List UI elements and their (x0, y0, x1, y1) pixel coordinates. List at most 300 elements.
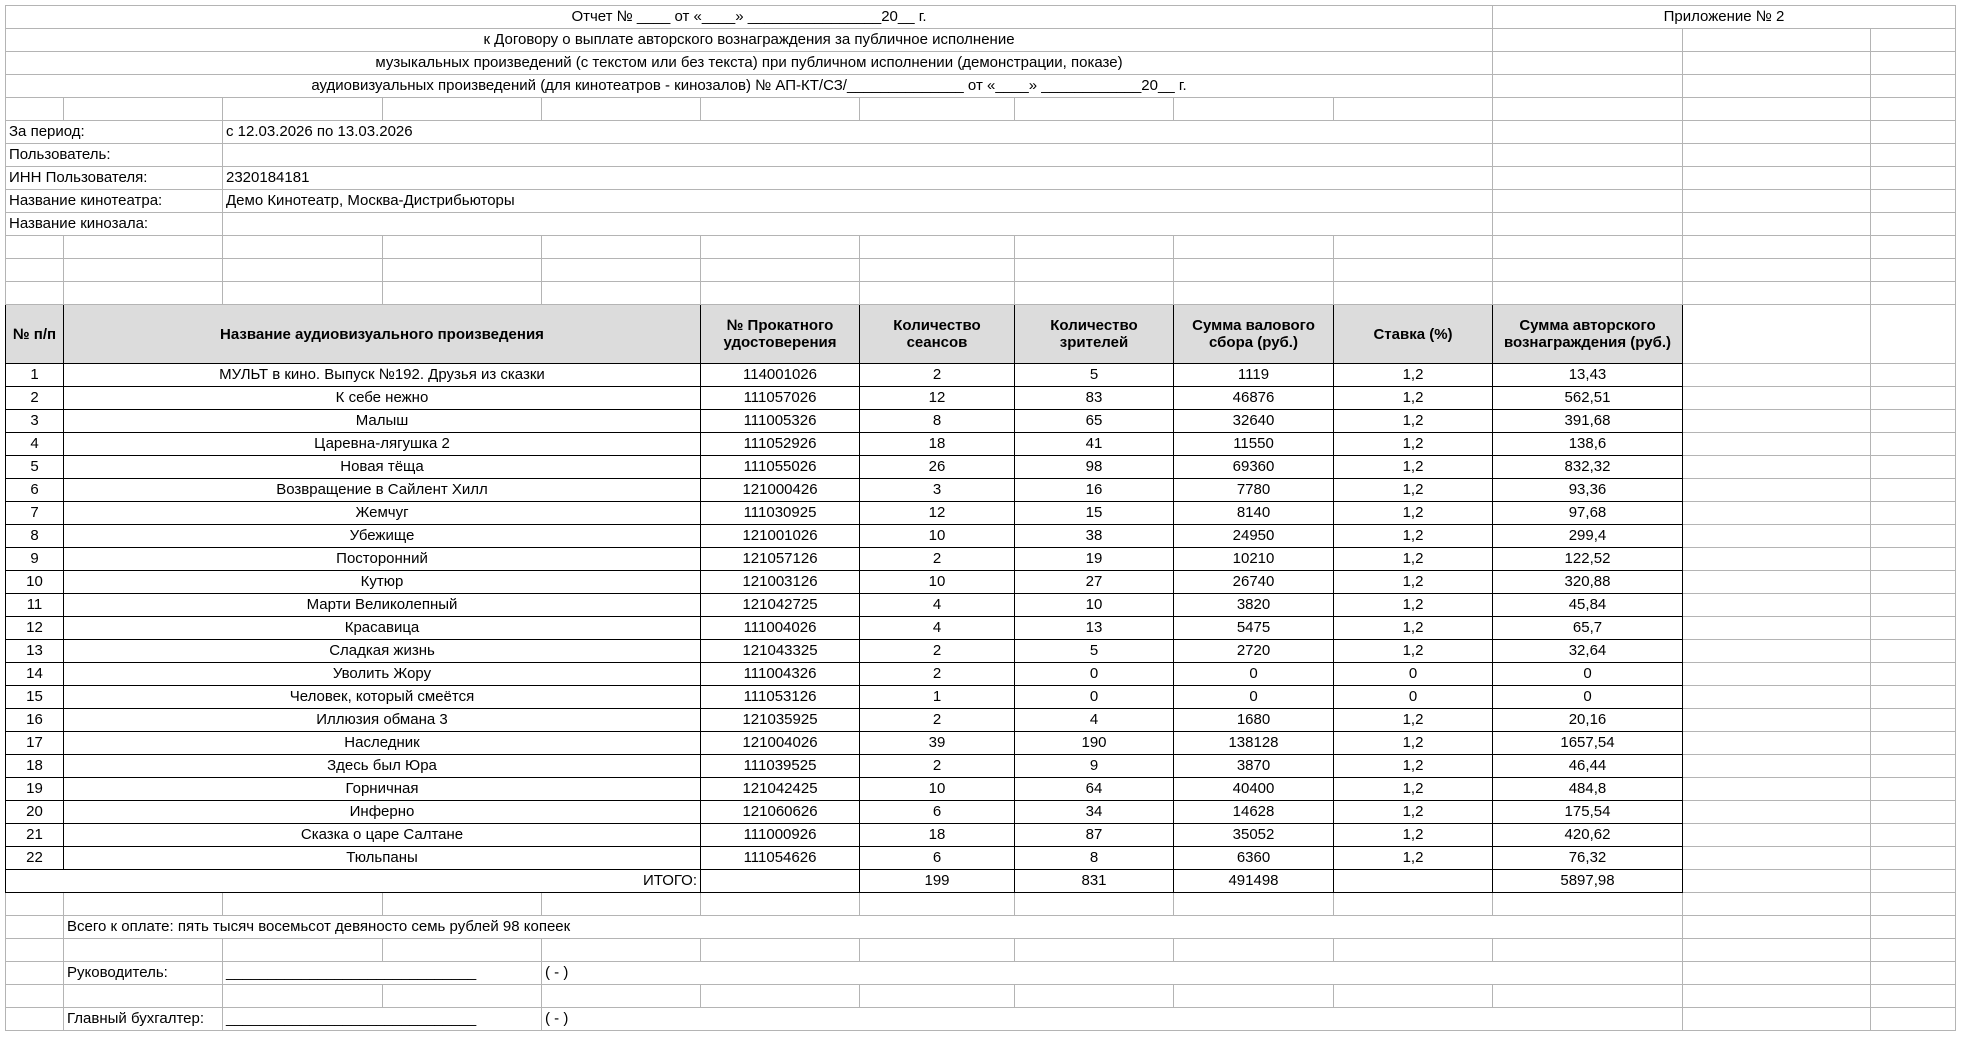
gross-amount[interactable]: 10210 (1174, 548, 1334, 571)
rate-percent[interactable]: 1,2 (1334, 709, 1493, 732)
gross-amount[interactable]: 7780 (1174, 479, 1334, 502)
certificate-number[interactable]: 121043325 (701, 640, 860, 663)
royalty-amount[interactable]: 65,7 (1493, 617, 1683, 640)
royalty-amount[interactable]: 122,52 (1493, 548, 1683, 571)
viewers-count[interactable]: 8 (1015, 847, 1174, 870)
empty-cell[interactable] (1683, 410, 1871, 433)
empty-cell[interactable] (1871, 525, 1956, 548)
gross-amount[interactable]: 32640 (1174, 410, 1334, 433)
empty-cell[interactable] (1493, 939, 1683, 962)
empty-cell[interactable] (701, 893, 860, 916)
rate-percent[interactable]: 1,2 (1334, 502, 1493, 525)
empty-cell[interactable] (542, 98, 701, 121)
gross-amount[interactable]: 6360 (1174, 847, 1334, 870)
row-number[interactable]: 2 (6, 387, 64, 410)
empty-cell[interactable] (1174, 98, 1334, 121)
film-title[interactable]: Возвращение в Сайлент Хилл (64, 479, 701, 502)
empty-cell[interactable] (383, 939, 542, 962)
empty-cell[interactable] (223, 282, 383, 305)
empty-cell[interactable] (1871, 52, 1956, 75)
royalty-amount[interactable]: 391,68 (1493, 410, 1683, 433)
empty-cell[interactable] (1683, 594, 1871, 617)
certificate-number[interactable]: 111055026 (701, 456, 860, 479)
rate-percent[interactable]: 1,2 (1334, 548, 1493, 571)
royalty-amount[interactable]: 32,64 (1493, 640, 1683, 663)
empty-cell[interactable] (1493, 167, 1683, 190)
empty-cell[interactable] (1683, 213, 1871, 236)
empty-cell[interactable] (1683, 29, 1871, 52)
empty-cell[interactable] (223, 893, 383, 916)
sessions-count[interactable]: 10 (860, 525, 1015, 548)
gross-amount[interactable]: 35052 (1174, 824, 1334, 847)
film-title[interactable]: Сладкая жизнь (64, 640, 701, 663)
hall-value[interactable] (223, 213, 1493, 236)
empty-cell[interactable] (64, 98, 223, 121)
empty-cell[interactable] (1015, 893, 1174, 916)
empty-cell[interactable] (223, 98, 383, 121)
gross-amount[interactable]: 69360 (1174, 456, 1334, 479)
film-title[interactable]: Наследник (64, 732, 701, 755)
sessions-count[interactable]: 10 (860, 778, 1015, 801)
viewers-count[interactable]: 190 (1015, 732, 1174, 755)
royalty-amount[interactable]: 484,8 (1493, 778, 1683, 801)
empty-cell[interactable] (1334, 985, 1493, 1008)
empty-cell[interactable] (1871, 916, 1956, 939)
empty-cell[interactable] (1871, 663, 1956, 686)
sessions-count[interactable]: 2 (860, 364, 1015, 387)
viewers-count[interactable]: 15 (1015, 502, 1174, 525)
sessions-count[interactable]: 12 (860, 502, 1015, 525)
empty-cell[interactable] (1683, 456, 1871, 479)
empty-cell[interactable] (1871, 98, 1956, 121)
royalty-amount[interactable]: 299,4 (1493, 525, 1683, 548)
gross-amount[interactable]: 1680 (1174, 709, 1334, 732)
gross-amount[interactable]: 11550 (1174, 433, 1334, 456)
empty-cell[interactable] (1683, 98, 1871, 121)
empty-cell[interactable] (701, 259, 860, 282)
empty-cell[interactable] (860, 939, 1015, 962)
empty-cell[interactable] (1871, 236, 1956, 259)
sessions-count[interactable]: 18 (860, 824, 1015, 847)
certificate-number[interactable]: 121000426 (701, 479, 860, 502)
empty-cell[interactable] (223, 939, 383, 962)
empty-cell[interactable] (1683, 732, 1871, 755)
film-title[interactable]: Новая тёща (64, 456, 701, 479)
empty-cell[interactable] (1871, 502, 1956, 525)
certificate-number[interactable]: 121035925 (701, 709, 860, 732)
sessions-count[interactable]: 4 (860, 594, 1015, 617)
empty-cell[interactable] (6, 236, 64, 259)
empty-cell[interactable] (1683, 847, 1871, 870)
empty-cell[interactable] (6, 893, 64, 916)
royalty-amount[interactable]: 97,68 (1493, 502, 1683, 525)
sessions-count[interactable]: 26 (860, 456, 1015, 479)
empty-cell[interactable] (1493, 259, 1683, 282)
rate-percent[interactable]: 1,2 (1334, 824, 1493, 847)
empty-cell[interactable] (1683, 236, 1871, 259)
empty-cell[interactable] (1174, 282, 1334, 305)
empty-cell[interactable] (701, 236, 860, 259)
row-number[interactable]: 1 (6, 364, 64, 387)
empty-cell[interactable] (1174, 893, 1334, 916)
viewers-count[interactable]: 13 (1015, 617, 1174, 640)
empty-cell[interactable] (701, 985, 860, 1008)
empty-cell[interactable] (1871, 709, 1956, 732)
empty-cell[interactable] (701, 98, 860, 121)
empty-cell[interactable] (1871, 548, 1956, 571)
royalty-amount[interactable]: 76,32 (1493, 847, 1683, 870)
royalty-amount[interactable]: 420,62 (1493, 824, 1683, 847)
film-title[interactable]: Человек, который смеётся (64, 686, 701, 709)
viewers-count[interactable]: 41 (1015, 433, 1174, 456)
rate-percent[interactable]: 1,2 (1334, 410, 1493, 433)
empty-cell[interactable] (1174, 985, 1334, 1008)
row-number[interactable]: 13 (6, 640, 64, 663)
rate-percent[interactable]: 1,2 (1334, 594, 1493, 617)
empty-cell[interactable] (1871, 594, 1956, 617)
empty-cell[interactable] (64, 259, 223, 282)
empty-cell[interactable] (1683, 755, 1871, 778)
film-title[interactable]: Инферно (64, 801, 701, 824)
film-title[interactable]: МУЛЬТ в кино. Выпуск №192. Друзья из сказки (64, 364, 701, 387)
empty-cell[interactable] (1871, 190, 1956, 213)
row-number[interactable]: 18 (6, 755, 64, 778)
empty-cell[interactable] (1871, 305, 1956, 364)
empty-cell[interactable] (383, 893, 542, 916)
empty-cell[interactable] (542, 282, 701, 305)
certificate-number[interactable]: 121003126 (701, 571, 860, 594)
empty-cell[interactable] (1015, 259, 1174, 282)
rate-percent[interactable]: 1,2 (1334, 617, 1493, 640)
row-number[interactable]: 10 (6, 571, 64, 594)
empty-cell[interactable] (1871, 213, 1956, 236)
royalty-amount[interactable]: 175,54 (1493, 801, 1683, 824)
viewers-count[interactable]: 27 (1015, 571, 1174, 594)
empty-cell[interactable] (1871, 778, 1956, 801)
gross-amount[interactable]: 40400 (1174, 778, 1334, 801)
sessions-count[interactable]: 6 (860, 847, 1015, 870)
empty-cell[interactable] (1493, 75, 1683, 98)
certificate-number[interactable]: 121060626 (701, 801, 860, 824)
sessions-count[interactable]: 2 (860, 755, 1015, 778)
empty-cell[interactable] (1683, 387, 1871, 410)
empty-cell[interactable] (1871, 962, 1956, 985)
empty-cell[interactable] (1174, 236, 1334, 259)
empty-cell[interactable] (860, 259, 1015, 282)
empty-cell[interactable] (1683, 305, 1871, 364)
empty-cell[interactable] (1871, 571, 1956, 594)
viewers-count[interactable]: 0 (1015, 686, 1174, 709)
row-number[interactable]: 4 (6, 433, 64, 456)
sessions-count[interactable]: 2 (860, 663, 1015, 686)
empty-cell[interactable] (1871, 433, 1956, 456)
row-number[interactable]: 19 (6, 778, 64, 801)
sessions-count[interactable]: 6 (860, 801, 1015, 824)
gross-amount[interactable]: 24950 (1174, 525, 1334, 548)
empty-cell[interactable] (1871, 1008, 1956, 1031)
empty-cell[interactable] (1683, 433, 1871, 456)
rate-percent[interactable]: 1,2 (1334, 387, 1493, 410)
row-number[interactable]: 21 (6, 824, 64, 847)
royalty-amount[interactable]: 46,44 (1493, 755, 1683, 778)
empty-cell[interactable] (1683, 962, 1871, 985)
empty-cell[interactable] (383, 282, 542, 305)
empty-cell[interactable] (542, 939, 701, 962)
row-number[interactable]: 9 (6, 548, 64, 571)
empty-cell[interactable] (1683, 571, 1871, 594)
empty-cell[interactable] (223, 259, 383, 282)
film-title[interactable]: Здесь был Юра (64, 755, 701, 778)
empty-cell[interactable] (1683, 548, 1871, 571)
gross-amount[interactable]: 5475 (1174, 617, 1334, 640)
viewers-count[interactable]: 9 (1015, 755, 1174, 778)
certificate-number[interactable]: 111030925 (701, 502, 860, 525)
certificate-number[interactable]: 111052926 (701, 433, 860, 456)
sessions-count[interactable]: 2 (860, 640, 1015, 663)
empty-cell[interactable] (1683, 709, 1871, 732)
empty-cell[interactable] (1683, 259, 1871, 282)
rate-percent[interactable]: 1,2 (1334, 571, 1493, 594)
empty-cell[interactable] (1871, 282, 1956, 305)
rate-percent[interactable]: 1,2 (1334, 640, 1493, 663)
film-title[interactable]: Тюльпаны (64, 847, 701, 870)
viewers-count[interactable]: 98 (1015, 456, 1174, 479)
row-number[interactable]: 8 (6, 525, 64, 548)
certificate-number[interactable]: 111004026 (701, 617, 860, 640)
empty-cell[interactable] (1871, 732, 1956, 755)
empty-cell[interactable] (1683, 525, 1871, 548)
viewers-count[interactable]: 83 (1015, 387, 1174, 410)
sessions-count[interactable]: 10 (860, 571, 1015, 594)
film-title[interactable]: Сказка о царе Салтане (64, 824, 701, 847)
empty-cell[interactable] (1683, 985, 1871, 1008)
empty-cell[interactable] (1334, 893, 1493, 916)
sessions-count[interactable]: 1 (860, 686, 1015, 709)
empty-cell[interactable] (860, 236, 1015, 259)
film-title[interactable]: Посторонний (64, 548, 701, 571)
sessions-count[interactable]: 18 (860, 433, 1015, 456)
rate-percent[interactable]: 1,2 (1334, 732, 1493, 755)
royalty-amount[interactable]: 20,16 (1493, 709, 1683, 732)
film-title[interactable]: Кутюр (64, 571, 701, 594)
rate-percent[interactable]: 1,2 (1334, 479, 1493, 502)
rate-percent[interactable]: 1,2 (1334, 755, 1493, 778)
empty-cell[interactable] (1493, 213, 1683, 236)
empty-cell[interactable] (1683, 640, 1871, 663)
viewers-count[interactable]: 87 (1015, 824, 1174, 847)
certificate-number[interactable]: 121001026 (701, 525, 860, 548)
rate-percent[interactable]: 1,2 (1334, 847, 1493, 870)
rate-percent[interactable]: 0 (1334, 686, 1493, 709)
gross-amount[interactable]: 26740 (1174, 571, 1334, 594)
empty-cell[interactable] (223, 985, 383, 1008)
certificate-number[interactable]: 111004326 (701, 663, 860, 686)
empty-cell[interactable] (1174, 939, 1334, 962)
empty-cell[interactable] (1683, 52, 1871, 75)
rate-percent[interactable]: 1,2 (1334, 433, 1493, 456)
empty-cell[interactable] (542, 259, 701, 282)
film-title[interactable]: Марти Великолепный (64, 594, 701, 617)
sessions-count[interactable]: 4 (860, 617, 1015, 640)
empty-cell[interactable] (1683, 939, 1871, 962)
empty-cell[interactable] (1871, 259, 1956, 282)
rate-percent[interactable]: 1,2 (1334, 364, 1493, 387)
inn-value[interactable]: 2320184181 (223, 167, 1493, 190)
empty-cell[interactable] (1683, 167, 1871, 190)
gross-amount[interactable]: 46876 (1174, 387, 1334, 410)
empty-cell[interactable] (1174, 259, 1334, 282)
empty-cell[interactable] (1493, 144, 1683, 167)
empty-cell[interactable] (1871, 617, 1956, 640)
certificate-number[interactable]: 121057126 (701, 548, 860, 571)
empty-cell[interactable] (1871, 985, 1956, 1008)
certificate-number[interactable]: 121042725 (701, 594, 860, 617)
certificate-number[interactable]: 111057026 (701, 387, 860, 410)
gross-amount[interactable]: 0 (1174, 663, 1334, 686)
royalty-amount[interactable]: 832,32 (1493, 456, 1683, 479)
rate-percent[interactable]: 1,2 (1334, 525, 1493, 548)
empty-cell[interactable] (1683, 121, 1871, 144)
empty-cell[interactable] (1493, 29, 1683, 52)
gross-amount[interactable]: 8140 (1174, 502, 1334, 525)
empty-cell[interactable] (1683, 617, 1871, 640)
empty-cell[interactable] (6, 962, 64, 985)
empty-cell[interactable] (1334, 236, 1493, 259)
empty-cell[interactable] (1871, 686, 1956, 709)
gross-amount[interactable]: 3820 (1174, 594, 1334, 617)
gross-amount[interactable]: 3870 (1174, 755, 1334, 778)
empty-cell[interactable] (1493, 893, 1683, 916)
empty-cell[interactable] (1871, 410, 1956, 433)
empty-cell[interactable] (1871, 640, 1956, 663)
royalty-amount[interactable]: 45,84 (1493, 594, 1683, 617)
empty-cell[interactable] (1683, 824, 1871, 847)
empty-cell[interactable] (1493, 121, 1683, 144)
viewers-count[interactable]: 0 (1015, 663, 1174, 686)
sessions-count[interactable]: 12 (860, 387, 1015, 410)
empty-cell[interactable] (64, 939, 223, 962)
empty-cell[interactable] (1683, 502, 1871, 525)
empty-cell[interactable] (1683, 663, 1871, 686)
empty-cell[interactable] (1871, 870, 1956, 893)
rate-percent[interactable]: 1,2 (1334, 456, 1493, 479)
empty-cell[interactable] (1334, 282, 1493, 305)
sessions-count[interactable]: 2 (860, 548, 1015, 571)
empty-cell[interactable] (6, 98, 64, 121)
viewers-count[interactable]: 34 (1015, 801, 1174, 824)
empty-cell[interactable] (64, 985, 223, 1008)
empty-cell[interactable] (1015, 985, 1174, 1008)
empty-cell[interactable] (1871, 364, 1956, 387)
empty-cell[interactable] (1871, 167, 1956, 190)
empty-cell[interactable] (383, 236, 542, 259)
certificate-number[interactable]: 111039525 (701, 755, 860, 778)
film-title[interactable]: Красавица (64, 617, 701, 640)
row-number[interactable]: 20 (6, 801, 64, 824)
film-title[interactable]: Малыш (64, 410, 701, 433)
certificate-number[interactable]: 114001026 (701, 364, 860, 387)
empty-cell[interactable] (6, 282, 64, 305)
empty-cell[interactable] (1015, 98, 1174, 121)
row-number[interactable]: 12 (6, 617, 64, 640)
gross-amount[interactable]: 0 (1174, 686, 1334, 709)
empty-cell[interactable] (383, 259, 542, 282)
empty-cell[interactable] (1493, 98, 1683, 121)
row-number[interactable]: 17 (6, 732, 64, 755)
empty-cell[interactable] (1683, 893, 1871, 916)
royalty-amount[interactable]: 562,51 (1493, 387, 1683, 410)
sessions-count[interactable]: 39 (860, 732, 1015, 755)
empty-cell[interactable] (64, 893, 223, 916)
viewers-count[interactable]: 19 (1015, 548, 1174, 571)
viewers-count[interactable]: 65 (1015, 410, 1174, 433)
empty-cell[interactable] (1871, 479, 1956, 502)
empty-cell[interactable] (860, 893, 1015, 916)
empty-cell[interactable] (1871, 939, 1956, 962)
empty-cell[interactable] (1683, 1008, 1871, 1031)
certificate-number[interactable]: 121042425 (701, 778, 860, 801)
certificate-number[interactable]: 121004026 (701, 732, 860, 755)
row-number[interactable]: 7 (6, 502, 64, 525)
certificate-number[interactable]: 111053126 (701, 686, 860, 709)
empty-cell[interactable] (1683, 686, 1871, 709)
gross-amount[interactable]: 138128 (1174, 732, 1334, 755)
empty-cell[interactable] (1683, 144, 1871, 167)
empty-cell[interactable] (1871, 847, 1956, 870)
empty-cell[interactable] (1015, 282, 1174, 305)
film-title[interactable]: Уволить Жору (64, 663, 701, 686)
certificate-number[interactable]: 111000926 (701, 824, 860, 847)
empty-cell[interactable] (1334, 939, 1493, 962)
viewers-count[interactable]: 5 (1015, 640, 1174, 663)
empty-cell[interactable] (1871, 801, 1956, 824)
empty-cell[interactable] (1871, 387, 1956, 410)
row-number[interactable]: 15 (6, 686, 64, 709)
rate-percent[interactable]: 1,2 (1334, 778, 1493, 801)
sessions-count[interactable]: 3 (860, 479, 1015, 502)
cinema-value[interactable]: Демо Кинотеатр, Москва-Дистрибьюторы (223, 190, 1493, 213)
empty-cell[interactable] (1334, 259, 1493, 282)
empty-cell[interactable] (6, 1008, 64, 1031)
empty-cell[interactable] (383, 98, 542, 121)
royalty-amount[interactable]: 1657,54 (1493, 732, 1683, 755)
royalty-amount[interactable]: 0 (1493, 686, 1683, 709)
empty-cell[interactable] (1683, 801, 1871, 824)
royalty-amount[interactable]: 93,36 (1493, 479, 1683, 502)
empty-cell[interactable] (1871, 121, 1956, 144)
viewers-count[interactable]: 4 (1015, 709, 1174, 732)
empty-cell[interactable] (1871, 29, 1956, 52)
row-number[interactable]: 5 (6, 456, 64, 479)
certificate-number[interactable]: 111005326 (701, 410, 860, 433)
film-title[interactable]: Горничная (64, 778, 701, 801)
royalty-amount[interactable]: 13,43 (1493, 364, 1683, 387)
empty-cell[interactable] (6, 259, 64, 282)
row-number[interactable]: 14 (6, 663, 64, 686)
empty-cell[interactable] (1871, 144, 1956, 167)
empty-cell[interactable] (542, 985, 701, 1008)
empty-cell[interactable] (383, 985, 542, 1008)
empty-cell[interactable] (6, 939, 64, 962)
empty-cell[interactable] (1871, 75, 1956, 98)
royalty-amount[interactable]: 0 (1493, 663, 1683, 686)
viewers-count[interactable]: 16 (1015, 479, 1174, 502)
viewers-count[interactable]: 64 (1015, 778, 1174, 801)
empty-cell[interactable] (1871, 824, 1956, 847)
empty-cell[interactable] (1493, 282, 1683, 305)
sessions-count[interactable]: 2 (860, 709, 1015, 732)
empty-cell[interactable] (860, 282, 1015, 305)
